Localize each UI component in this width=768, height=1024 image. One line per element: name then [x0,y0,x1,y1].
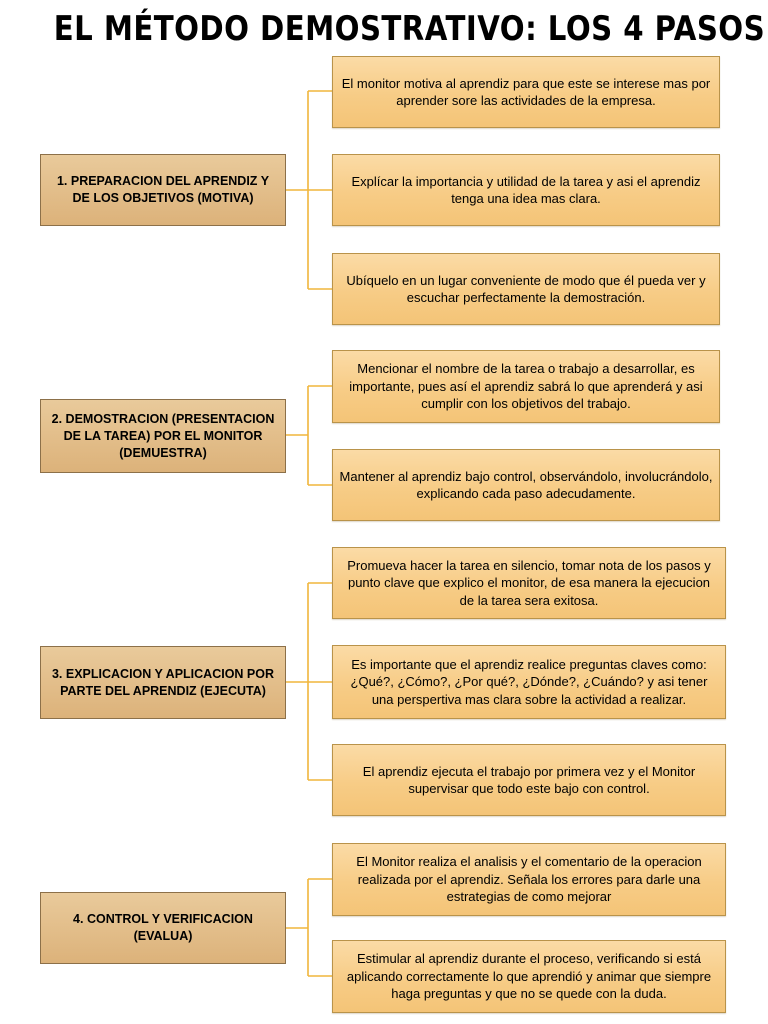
page-title: EL MÉTODO DEMOSTRATIVO: LOS 4 PASOS [53,9,766,49]
step-1-item-3 [332,253,720,325]
step-1-item-1 [332,56,720,128]
step-2-item-2-text: Mantener al aprendiz bajo control, observándolo, involucrándolo, explicando cada paso adecudamente. [339,468,713,501]
step-4-item-1 [332,843,726,916]
step-1-item-2 [332,154,720,226]
step-2-label: 2. DEMOSTRACION (PRESENTACION DE LA TAREA) POR EL MONITOR (DEMUESTRA) [51,411,275,460]
step-1-label: 1. PREPARACION DEL APRENDIZ Y DE LOS OBJETIVOS (MOTIVA) [56,174,270,205]
step-2-item-1-text: Mencionar el nombre de la tarea o trabajo a desarrollar, es importante, pues así el aprendiz sabrá lo que aprenderá y asi cumplir con los objetivos del trabajo. [349,361,703,412]
step-2-item-2 [332,449,720,521]
step-1-item-2-text: Explícar la importancia y utilidad de la tarea y asi el aprendiz tenga una idea mas clara. [351,173,701,206]
step-1-box [40,154,286,226]
step-3-label: 3. EXPLICACION Y APLICACION POR PARTE DEL APRENDIZ (EJECUTA) [51,666,275,698]
step-4-label: 4. CONTROL Y VERIFICACION (EVALUA) [73,912,253,943]
step-3-item-3 [332,744,726,816]
step-3-item-2-text: Es importante que el aprendiz realice preguntas claves como: ¿Qué?, ¿Cómo?, ¿Por qué?, ¿Dónde?, ¿Cuándo? y asi tener una perspertiva mas clara sobre la actividad a realizar. [350,656,708,707]
step-4-item-2-text: Estimular al aprendiz durante el proceso, verificando si está aplicando correctamente lo que aprendió y animar que siempre haga preguntas y que no se quede con la duda. [346,951,712,1002]
step-2-box [40,399,286,473]
step-4-item-1-text: El Monitor realiza el analisis y el comentario de la operacion realizada por el aprendiz. Señala los errores para darle una estrategias de como mejorar [356,854,702,905]
step-3-item-3-text: El aprendiz ejecuta el trabajo por primera vez y el Monitor supervisar que todo este bajo con control. [362,763,696,796]
step-3-item-2 [332,645,726,719]
step-3-box [40,646,286,719]
step-1-item-3-text: Ubíquelo en un lugar conveniente de modo que él pueda ver y escuchar perfectamente la demostración. [346,272,706,305]
step-3-item-1-text: Promueva hacer la tarea en silencio, tomar nota de los pasos y punto clave que explico el monitor, de esa manera la ejecucion de la tarea sera exitosa. [347,557,711,608]
step-3-item-1 [332,547,726,619]
step-1-item-1-text: El monitor motiva al aprendiz para que este se interese mas por aprender sore las actividades de la empresa. [341,75,711,108]
step-2-item-1 [332,350,720,423]
step-4-item-2 [332,940,726,1013]
step-4-box [40,892,286,964]
